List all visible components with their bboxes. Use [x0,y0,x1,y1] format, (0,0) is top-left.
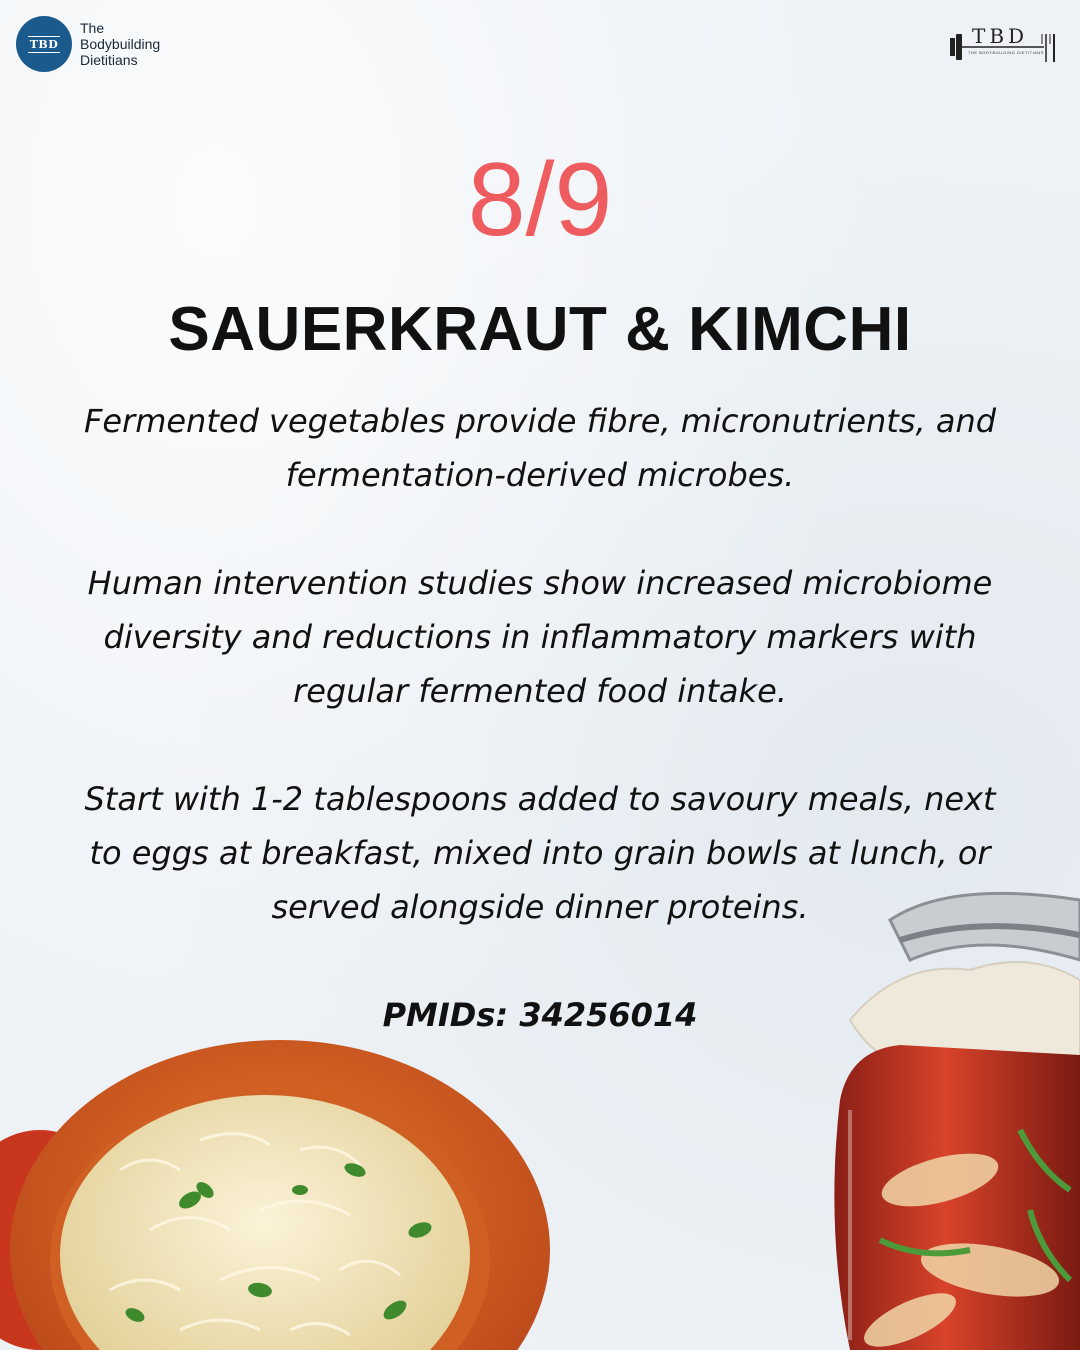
brand-logo-left [16,16,160,72]
brand-name-line-1: The [80,20,105,36]
brand-logo-tagline: THE BODYBUILDING DIETITIANS [968,50,1044,55]
brand-name [80,20,160,68]
slide-counter: 8/9 [467,142,613,258]
brand-logo-right [948,26,1058,66]
slide-title: SAUERKRAUT & KIMCHI [168,295,912,364]
sauerkraut-bowl-image [0,1030,560,1350]
brand-name-line-2: Bodybuilding [80,36,161,52]
brand-badge-icon [16,16,72,72]
kimchi-jar-image [820,880,1080,1350]
brand-name-line-3: Dietitians [80,52,138,68]
brand-badge-text: TBD [29,37,59,51]
brand-logo-word: TBD [972,24,1029,48]
paragraph-intervention-studies: Human intervention studies show increased microbiome diversity and reductions in inflammatory markers with regular fermented food intake. [87,564,993,710]
pmids-reference: PMIDs: 34256014 [382,996,698,1034]
paragraph-fermented-vegetables: Fermented vegetables provide fibre, micronutrients, and fermentation-derived microbes. [83,402,997,494]
paragraph-serving-suggestions: Start with 1-2 tablespoons added to savoury meals, next to eggs at breakfast, mixed into grain bowls at lunch, or served alongside dinner proteins. [84,780,996,926]
